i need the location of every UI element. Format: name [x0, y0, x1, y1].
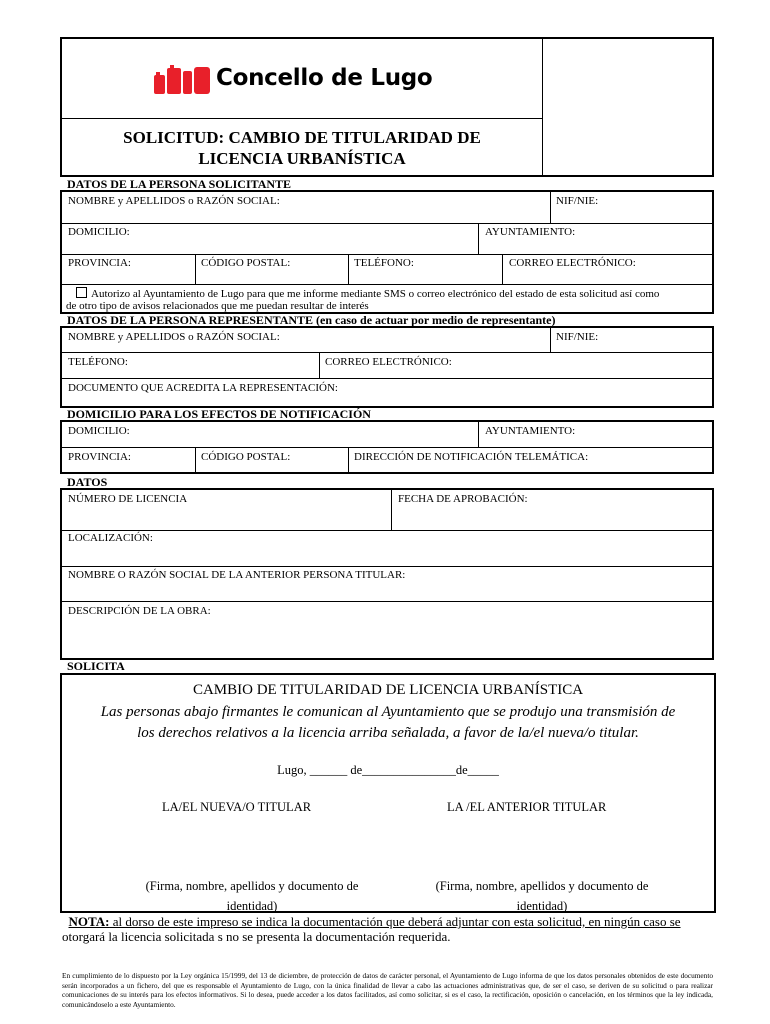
solicita-box — [60, 673, 716, 913]
rep-nif-field[interactable]: NIF/NIE: — [556, 331, 599, 343]
codigo-postal-field[interactable]: CÓDIGO POSTAL: — [201, 257, 291, 269]
section-title-representante: DATOS DE LA PERSONA REPRESENTANTE (en caso de actuar por medio de representante) — [67, 313, 556, 327]
rep-nombre-field[interactable]: NOMBRE y APELLIDOS o RAZÓN SOCIAL: — [68, 331, 280, 343]
header-box — [60, 37, 714, 177]
fecha-aprobacion-field[interactable]: FECHA DE APROBACIÓN: — [398, 493, 528, 505]
rep-telefono-field[interactable]: TELÉFONO: — [68, 356, 128, 368]
nif-field[interactable]: NIF/NIE: — [556, 195, 599, 207]
firma-anterior[interactable]: (Firma, nombre, apellidos y documento de identidad) — [435, 879, 649, 913]
licencia-field[interactable]: NÚMERO DE LICENCIA — [68, 493, 188, 505]
autorizo-checkbox[interactable] — [76, 287, 87, 298]
firma-nuevo[interactable]: (Firma, nombre, apellidos y documento de identidad) — [145, 879, 359, 913]
solicitante-box — [60, 190, 714, 314]
not-provincia-field[interactable]: PROVINCIA: — [68, 451, 131, 463]
not-ayuntamiento-field[interactable]: AYUNTAMIENTO: — [485, 425, 576, 437]
nombre-field[interactable]: NOMBRE y APELLIDOS o RAZÓN SOCIAL: — [68, 195, 280, 207]
section-title-notificacion: DOMICILIO PARA LOS EFECTOS DE NOTIFICACIÓN — [67, 407, 371, 421]
section-title-solicitante: DATOS DE LA PERSONA SOLICITANTE — [67, 177, 292, 191]
solicita-heading: CAMBIO DE TITULARIDAD DE LICENCIA URBANÍSTICA — [192, 682, 584, 698]
section-title-datos: DATOS — [67, 475, 108, 489]
representante-box — [60, 326, 714, 408]
solicita-text: Las personas abajo firmantes le comunican al Ayuntamiento que se produjo una transmisión de los derechos relativos a la licencia arriba señalada, a favor de la/el nueva/o titular. — [100, 704, 676, 741]
descripcion-field[interactable]: DESCRIPCIÓN DE LA OBRA: — [68, 605, 211, 617]
ayuntamiento-field[interactable]: AYUNTAMIENTO: — [485, 226, 576, 238]
logo-text: Concello de Lugo — [216, 65, 433, 91]
localizacion-field[interactable]: LOCALIZACIÓN: — [68, 532, 153, 544]
rep-documento-field[interactable]: DOCUMENTO QUE ACREDITA LA REPRESENTACIÓN: — [68, 382, 338, 394]
logo — [154, 63, 444, 97]
nota-line2: otorgará la licencia solicitada s no se presenta la documentación requerida. — [62, 929, 451, 944]
concello-logo-icon — [154, 65, 212, 95]
section-title-solicita: SOLICITA — [67, 659, 125, 673]
correo-field[interactable]: CORREO ELECTRÓNICO: — [509, 257, 636, 269]
nota-label: NOTA: — [68, 914, 110, 929]
anterior-titular-field[interactable]: NOMBRE O RAZÓN SOCIAL DE LA ANTERIOR PERSONA TITULAR: — [68, 569, 406, 581]
not-domicilio-field[interactable]: DOMICILIO: — [68, 425, 130, 437]
autorizo-text: Autorizo al Ayuntamiento de Lugo para que me informe mediante SMS o correo electrónico del estado de esta solicitud así como de otro tipo de avisos relacionados que me puedan resultar de interés — [66, 288, 660, 312]
not-codigo-postal-field[interactable]: CÓDIGO POSTAL: — [201, 451, 291, 463]
not-direccion-field[interactable]: DIRECCIÓN DE NOTIFICACIÓN TELEMÁTICA: — [354, 451, 589, 463]
nuevo-titular-label: LA/EL NUEVA/O TITULAR — [162, 800, 312, 814]
rep-correo-field[interactable]: CORREO ELECTRÓNICO: — [325, 356, 452, 368]
anterior-titular-label: LA /EL ANTERIOR TITULAR — [447, 800, 607, 814]
nota-line1: al dorso de este impreso se indica la documentación que deberá adjuntar con esta solicitud, en ningún caso se — [109, 914, 681, 929]
telefono-field[interactable]: TELÉFONO: — [354, 257, 414, 269]
notificacion-box — [60, 420, 714, 474]
page-title: SOLICITUD: CAMBIO DE TITULARIDAD DE LICENCIA URBANÍSTICA — [123, 128, 481, 168]
date-line[interactable]: Lugo, ______ de_______________de_____ — [277, 763, 499, 777]
provincia-field[interactable]: PROVINCIA: — [68, 257, 131, 269]
datos-box — [60, 488, 714, 660]
domicilio-field[interactable]: DOMICILIO: — [68, 226, 130, 238]
nota — [62, 914, 712, 944]
privacy-footer: En cumplimiento de lo dispuesto por la Ley orgánica 15/1999, del 13 de diciembre, de protección de datos de carácter personal, el Ayuntamiento de Lugo informa de que los datos personales obtenidos de este documento serán incorporados a un fichero, del que es responsable el Ayuntamiento de Lugo, con la única finalidad de llevar a cabo las actuaciones administrativas que, de ser el caso, se deriven de su solicitud o para realizar comunicaciones de su interés para los efectos informativos. Si lo desea, puede acceder a los datos facilitados, así como solicitar, si es el caso, la rectificación, oposición o cancelación, en los términos que la ley indicada, comunicándoselo a este Ayuntamiento. — [62, 971, 713, 1009]
